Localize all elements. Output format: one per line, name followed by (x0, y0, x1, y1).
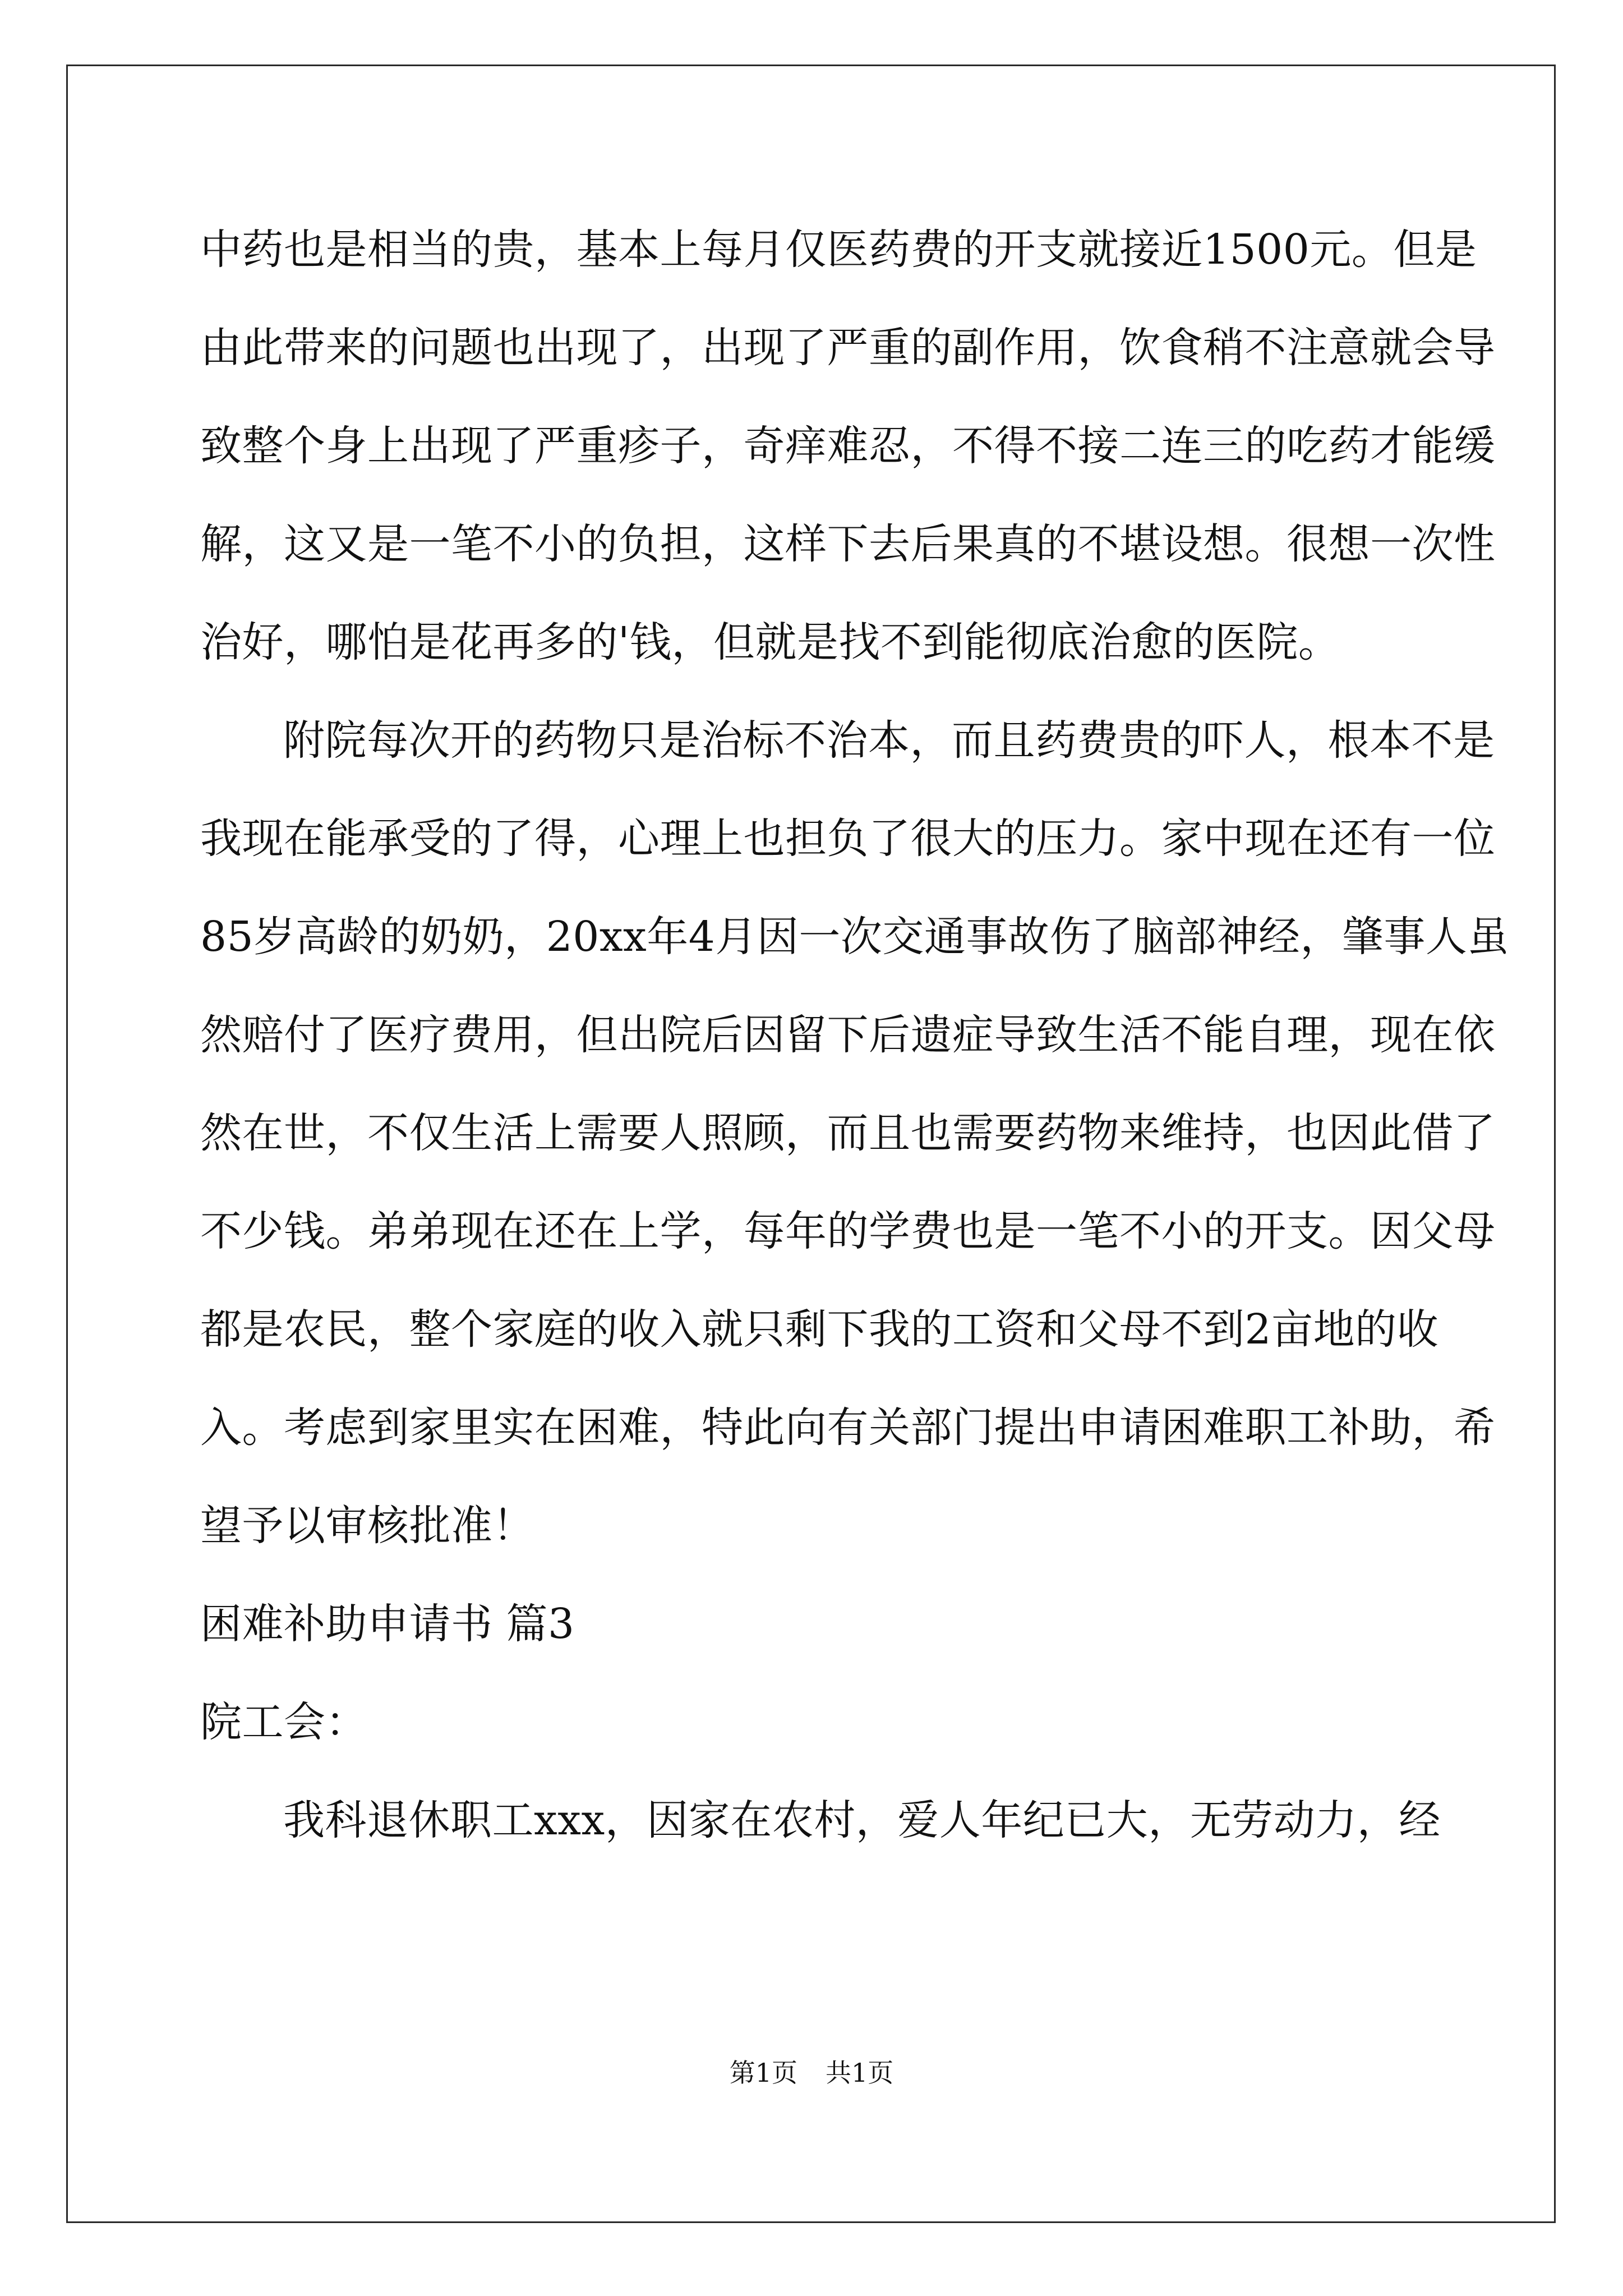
page-footer (0, 2056, 1623, 2090)
page-total: 共1页 (826, 2058, 894, 2088)
text-line: 中药也是相当的贵，基本上每月仅医药费的开支就接近1500元。但是 (200, 226, 1477, 274)
text-line: 解，这又是一笔不小的负担，这样下去后果真的不堪设想。很想一次性 (200, 520, 1496, 568)
text-line: 都是农民，整个家庭的收入就只剩下我的工资和父母不到2亩地的收 (200, 1305, 1439, 1354)
text-line: 望予以审核批准！ (200, 1502, 534, 1550)
salutation: 院工会： (200, 1698, 367, 1746)
paragraph-first-line: 我科退休职工xxx，因家在农村，爱人年纪已大，无劳动力，经 (283, 1796, 1441, 1844)
paragraph-first-line: 附院每次开的药物只是治标不治本，而且药费贵的吓人，根本不是 (283, 716, 1495, 765)
text-line: 然在世，不仅生活上需要人照顾，而且也需要药物来维持，也因此借了 (200, 1109, 1496, 1157)
text-line: 我现在能承受的了得，心理上也担负了很大的压力。家中现在还有一位 (200, 815, 1496, 863)
text-line: 85岁高龄的奶奶，20xx年4月因一次交通事故伤了脑部神经，肇事人虽 (200, 913, 1509, 961)
page-number: 第1页 (729, 2058, 797, 2088)
text-line: 不少钱。弟弟现在还在上学，每年的学费也是一笔不小的开支。因父母 (200, 1207, 1496, 1255)
text-line: 由此带来的问题也出现了，出现了严重的副作用，饮食稍不注意就会导 (200, 324, 1496, 372)
section-heading: 困难补助申请书 篇3 (200, 1600, 575, 1648)
text-line: 然赔付了医疗费用，但出院后因留下后遗症导致生活不能自理，现在依 (200, 1011, 1496, 1059)
text-line: 致整个身上出现了严重疹子，奇痒难忍，不得不接二连三的吃药才能缓 (200, 422, 1496, 470)
text-line: 入。考虑到家里实在困难，特此向有关部门提出申请困难职工补助，希 (200, 1404, 1496, 1452)
document-body (200, 201, 1509, 1870)
text-line: 治好，哪怕是花再多的'钱，但就是找不到能彻底治愈的医院。 (200, 618, 1340, 666)
